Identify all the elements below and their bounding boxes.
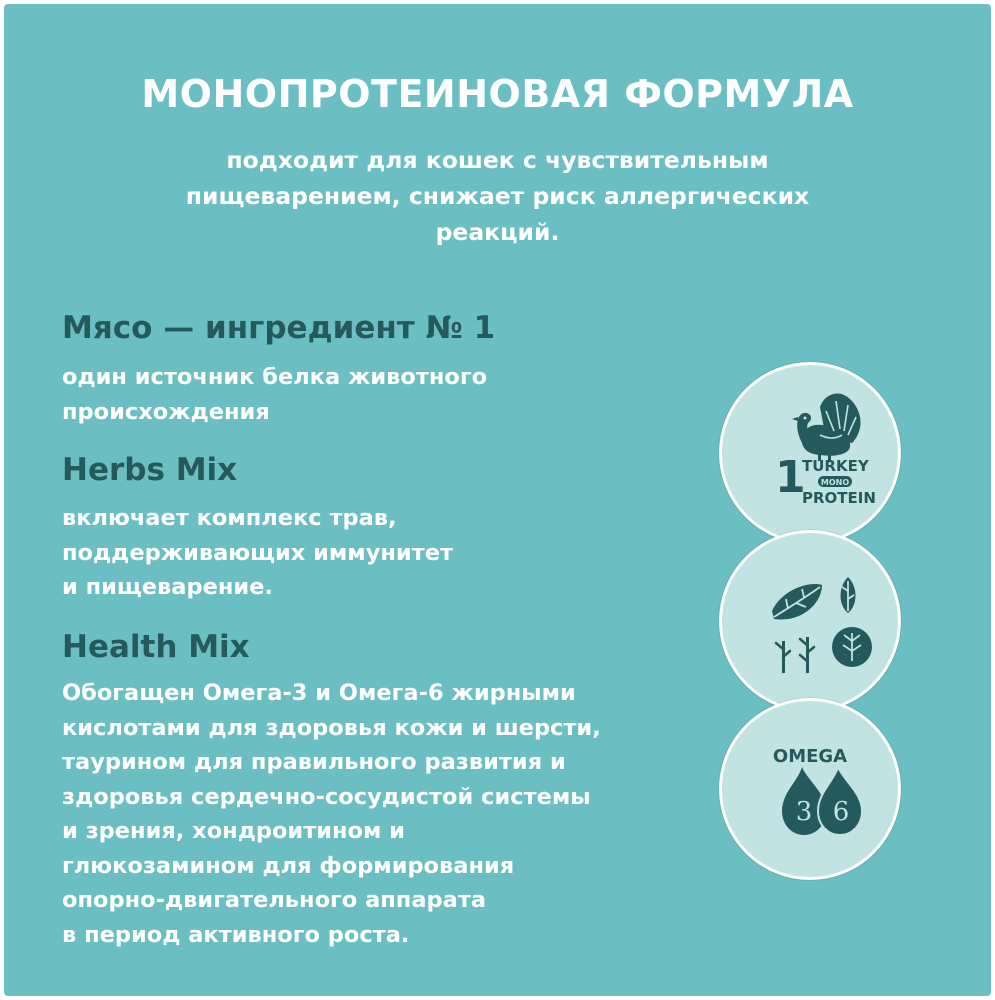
section-line: и пищеварение. bbox=[62, 574, 273, 600]
section-line: происхождения bbox=[62, 398, 270, 425]
section-line: таурином для правильного развития и bbox=[62, 749, 566, 775]
turkey-mono-protein-badge bbox=[719, 362, 901, 544]
section-line: один источник белка животного bbox=[62, 364, 488, 390]
turkey-number: 1 bbox=[775, 452, 806, 503]
section-line: и зрения, хондроитином и bbox=[62, 818, 405, 844]
omega-6-value: 6 bbox=[832, 797, 850, 827]
section-line: в период активного роста. bbox=[62, 921, 410, 948]
section-line: включает комплекс трав, bbox=[62, 505, 397, 531]
turkey-icon bbox=[722, 365, 898, 541]
section-line: поддерживающих иммунитет bbox=[62, 539, 454, 566]
omega-drops-icon bbox=[722, 701, 898, 877]
herbs-icon bbox=[722, 533, 898, 709]
section-line: опорно-двигательного аппарата bbox=[62, 887, 487, 913]
section-line: кислотами для здоровья кожи и шерсти, bbox=[62, 714, 601, 741]
subtitle-line: пищеварением, снижает риск аллергических bbox=[185, 182, 810, 210]
section-heading-meat: Мясо — ингредиент № 1 bbox=[62, 310, 496, 346]
omega-label: OMEGA bbox=[772, 746, 848, 767]
section-text-herbs bbox=[62, 501, 453, 605]
subtitle-line: реакций. bbox=[435, 218, 560, 246]
subtitle-line: подходит для кошек с чувствительным bbox=[226, 146, 769, 174]
omega-badge bbox=[719, 698, 901, 880]
info-card bbox=[4, 4, 991, 996]
protein-word: PROTEIN bbox=[802, 489, 876, 507]
section-heading-health: Health Mix bbox=[62, 629, 250, 665]
page-title: МОНОПРОТЕИНОВАЯ ФОРМУЛА bbox=[141, 72, 854, 116]
subtitle bbox=[114, 142, 881, 250]
section-line: здоровья сердечно-сосудистой системы bbox=[62, 783, 591, 810]
turkey-word: TURKEY bbox=[802, 457, 869, 475]
section-heading-herbs: Herbs Mix bbox=[62, 452, 238, 488]
section-line: Обогащен Омега-3 и Омега-6 жирными bbox=[62, 680, 576, 706]
herbs-badge bbox=[719, 530, 901, 712]
section-text-meat bbox=[62, 360, 487, 429]
mono-word: MONO bbox=[820, 478, 850, 487]
section-line: глюкозамином для формирования bbox=[62, 852, 515, 879]
section-text-health bbox=[62, 676, 601, 952]
omega-3-value: 3 bbox=[795, 797, 813, 827]
